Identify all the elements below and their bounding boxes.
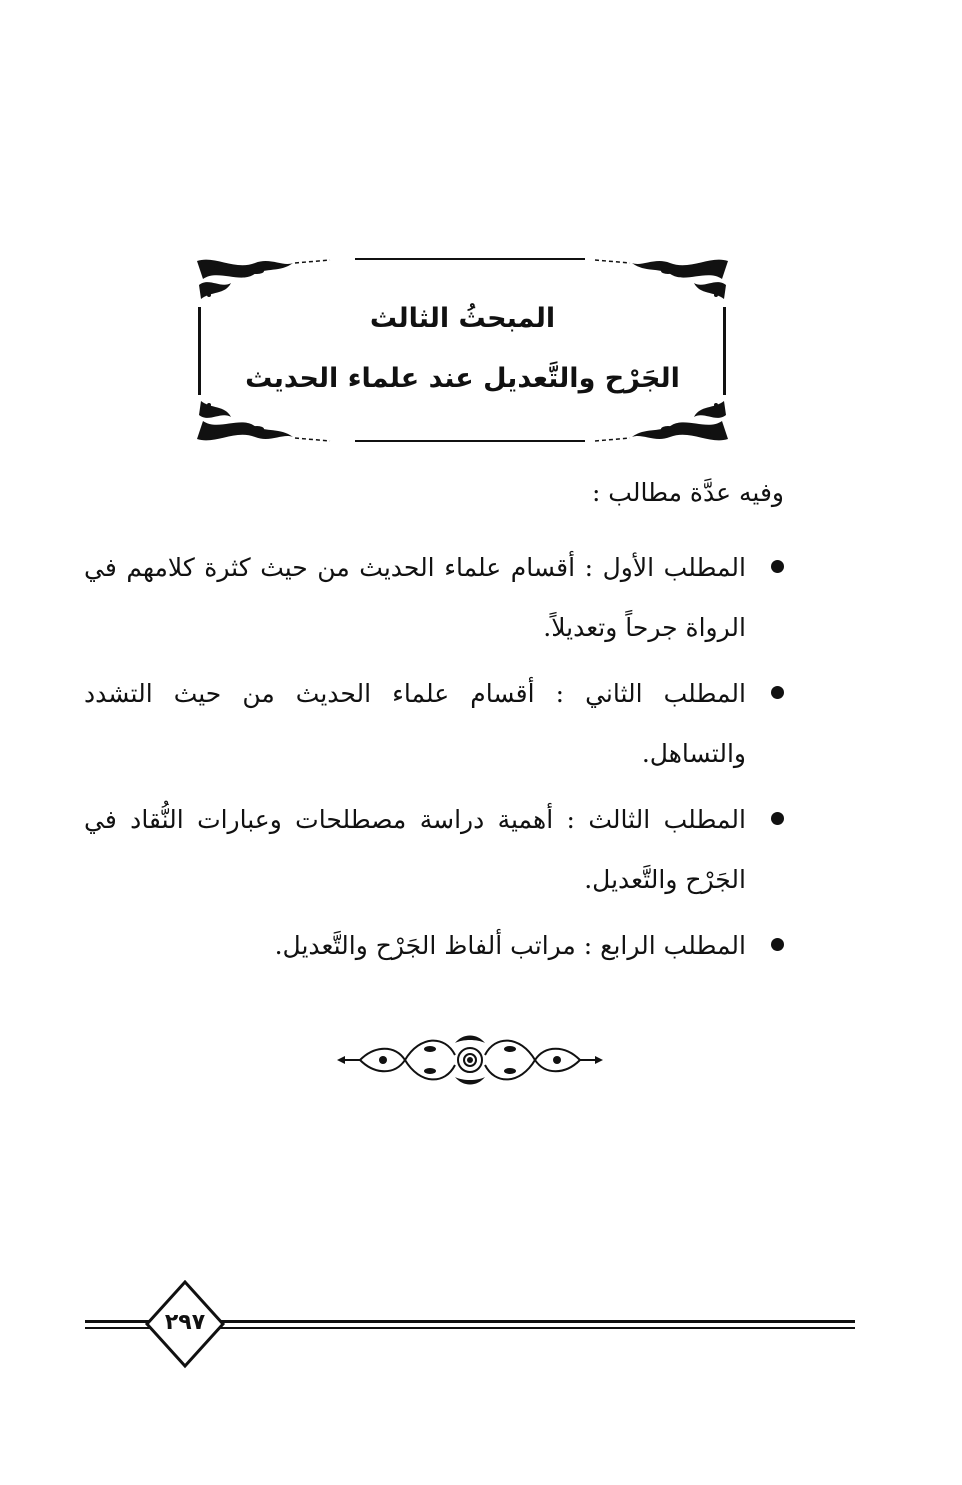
chapter-title-frame [195,255,730,445]
ornament-divider-icon [335,1025,605,1095]
list-item-text: المطلب الثالث : أهمية دراسة مصطلحات وعبارات النُّقاد في الجَرْح والتَّعديل. [84,805,746,894]
page-number: ٢٩٧ [164,1310,206,1335]
list-item [84,664,784,784]
bullet-icon [771,560,784,573]
section-heading: المبحثُ الثالث [369,303,556,334]
bullet-icon [771,938,784,951]
bullet-icon [771,812,784,825]
intro-text: وفيه عدَّة مطالب : [591,478,784,507]
list-item-text: المطلب الأول : أقسام علماء الحديث من حيث كثرة كلامهم في الرواة جرحاً وتعديلاً. [84,553,746,642]
list-item [84,790,784,910]
list-item-text: المطلب الثاني : أقسام علماء الحديث من حيث التشدد والتساهل. [84,679,746,768]
bullet-icon [771,686,784,699]
decorative-frame-border [195,255,730,445]
list-item [84,916,784,976]
list-item-text: المطلب الرابع : مراتب ألفاظ الجَرْح والتَّعديل. [274,931,746,960]
page-footer [85,1280,855,1370]
chapter-title: الجَرْح والتَّعديل عند علماء الحديث [245,363,680,394]
list-item [84,538,784,658]
topics-list [84,538,784,982]
